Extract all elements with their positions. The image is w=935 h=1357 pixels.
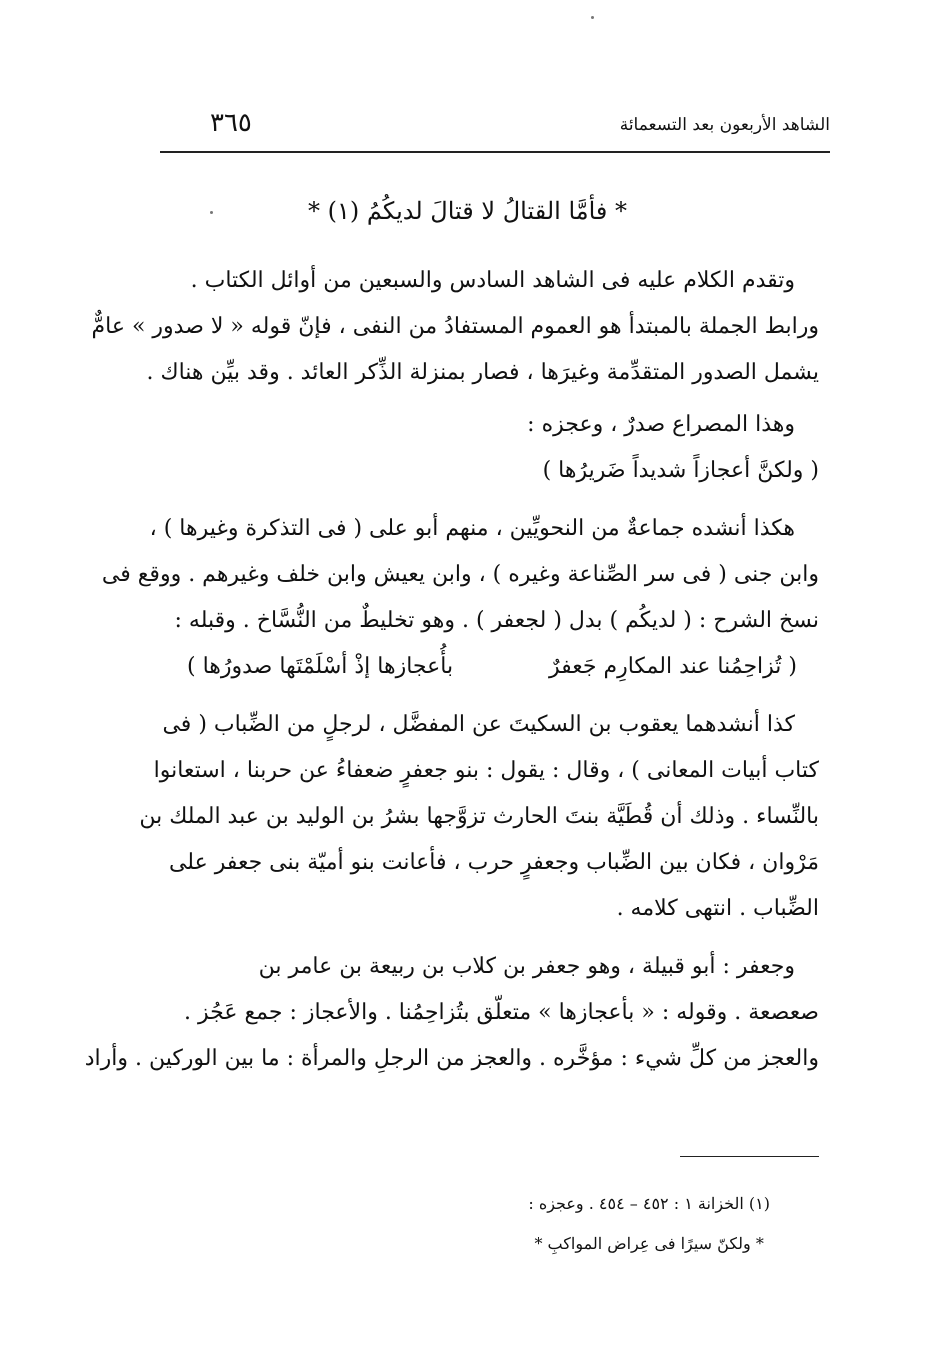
footnote-divider (680, 1156, 819, 1157)
footnotes (528, 1184, 770, 1264)
paragraph-hemistich-intro (165, 402, 819, 448)
main-text (84, 258, 819, 1082)
footnote-line: (١) الخزانة ١ : ٤٥٢ – ٤٥٤ . وعجزه : (528, 1194, 770, 1213)
header-divider (160, 151, 830, 153)
text-line: يشمل الصدور المتقدِّمة وغيرَها ، فصار بمنزلة الذِّكر العائد . وقد بيِّن هناك . (146, 360, 819, 385)
poetry-verse (165, 644, 819, 690)
paragraph-reference (91, 258, 819, 396)
text-line: بالنِّساء . وذلك أن قُطَيَّة بنتَ الحارث تزوَّجها بشرُ بن الوليد بن عبد الملك بن (139, 804, 819, 829)
scan-speck (591, 16, 594, 19)
poem-heading: * فأمَّا القتالُ لا قتالَ لديكُمُ (١) * (307, 197, 628, 225)
paragraph-context (139, 702, 819, 932)
verse-second-half: بأُعجازها إذْ أسْلَمْتَها صدورُها ) (187, 654, 454, 679)
scan-speck (210, 211, 213, 214)
text-line: وابن جنى ( فى سر الصِّناعة وغيره ) ، وابن يعيش وابن خلف وغيرهم . ووقع فى (101, 562, 819, 587)
page-header (160, 108, 830, 150)
paragraph-narrators (101, 506, 819, 644)
verse-first-half: ( تُزاحِمُنا عند المكارِم جَعفرٌ (548, 654, 797, 679)
page-number: ٣٦٥ (210, 108, 252, 138)
text-line: والعجز من كلِّ شيء : مؤخَّره . والعجز من الرجلِ والمرأة : ما بين الوركين . وأراد (84, 1046, 819, 1071)
text-line: وجعفر : أبو قبيلة ، وهو جعفر بن كلاب بن ربيعة بن عامر بن (258, 954, 795, 979)
running-title: الشاهد الأربعون بعد التسعمائة (619, 115, 830, 135)
text-line: صعصعة . وقوله : « بأعجازها » متعلّق بتُزاحِمُنا . والأعجاز : جمع عَجُز . (184, 1000, 819, 1025)
verse-line: ( ولكنَّ أعجازاً شديداً ضَريرُها ) (542, 458, 819, 483)
text-line: كذا أنشدهما يعقوب بن السكيتَ عن المفضَّل ، لرجلٍ من الضِّباب ( فى (162, 712, 795, 737)
text-line: الضِّباب . انتهى كلامه . (616, 896, 819, 921)
text-line: وهذا المصراع صدرٌ ، وعجزه : (527, 412, 795, 437)
quoted-hemistich (165, 448, 819, 494)
text-line: نسخ الشرح : ( لديكُم ) بدل ( لجعفر ) . وهو تخليطٌ من النُّسَّاخ . وقبله : (174, 608, 819, 633)
text-line: هكذا أنشده جماعةٌ من النحويِّين ، منهم أبو على ( فى التذكرة وغيرها ) ، (149, 516, 795, 541)
text-line: ورابط الجملة بالمبتدأ هو العموم المستفادُ من النفى ، فإنّ قوله « لا صدور » عامٌّ (91, 314, 819, 339)
footnote-verse: * ولكنّ سيرًا فى عِراض المواكبِ * (534, 1234, 764, 1253)
text-line: وتقدم الكلام عليه فى الشاهد السادس والسبعين من أوائل الكتاب . (190, 268, 795, 293)
text-line: كتاب أبيات المعانى ) ، وقال : يقول : بنو جعفرٍ ضعفاءُ عن حربنا ، استعانوا (153, 758, 819, 783)
paragraph-glossary (84, 944, 819, 1082)
text-line: مَرْوان ، فكان بين الضِّباب وجعفرٍ حرب ، فأعانت بنو أميّة بنى جعفر على (168, 850, 819, 875)
